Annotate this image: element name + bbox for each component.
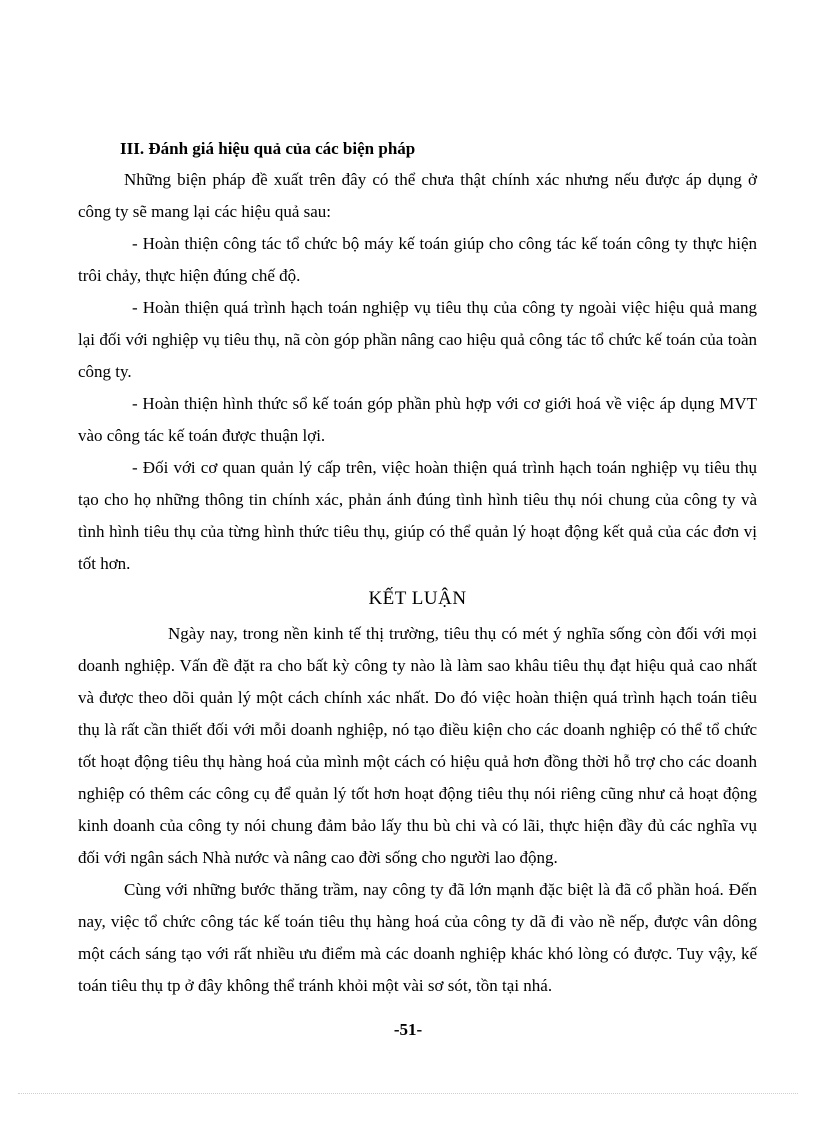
paragraph-conclusion-1: Ngày nay, trong nền kinh tế thị trường, tiêu thụ có mét ý nghĩa sống còn đối với mọi doanh nghiệp. Vấn đề đặt ra cho bất kỳ công ty nào là làm sao khâu tiêu thụ đạt hiệu quả cao nhất và được theo dõi quản lý một cách chính xác nhất. Do đó việc hoàn thiện quá trình hạch toán tiêu thụ là rất cần thiết đối với mỗi doanh nghiệp, nó tạo điều kiện cho các doanh nghiệp có thể tổ chức tốt hoạt động tiêu thụ hàng hoá của mình một cách có hiệu quả hơn đồng thời hỗ trợ cho các doanh nghiệp có thêm các công cụ để quản lý tốt hơn hoạt động tiêu thụ nói riêng cũng như cả hoạt động kinh doanh của công ty nói chung đảm bảo lấy thu bù chi và có lãi, thực hiện đầy đủ các nghĩa vụ đối với ngân sách Nhà nước và nâng cao đời sống cho người lao động. [78,624,757,867]
section-heading: III. Đánh giá hiệu quả của các biện pháp [120,139,416,158]
paragraph-bullet-3: - Hoàn thiện hình thức sổ kế toán góp phần phù hợp với cơ giới hoá về việc áp dụng MVT vào công tác kế toán được thuận lợi. [78,394,757,445]
conclusion-title: KẾT LUẬN [368,588,467,609]
paragraph-conclusion-2: Cùng với những bước thăng trầm, nay công ty đã lớn mạnh đặc biệt là đã cổ phần hoá. Đến nay, việc tổ chức công tác kế toán tiêu thụ hàng hoá của công ty dã đi vào nề nếp, được vân dông một cách sáng tạo với rất nhiều ưu điểm mà các doanh nghiệp khác khó lòng có được. Tuy vậy, kế toán tiêu thụ tp ở đây không thể tránh khỏi một vài sơ sót, tồn tại nhá. [78,880,757,995]
paragraph-bullet-1: - Hoàn thiện công tác tổ chức bộ máy kế toán giúp cho công tác kế toán công ty thực hiện trôi chảy, thực hiện đúng chế độ. [78,234,757,285]
paragraph-intro: Những biện pháp đề xuất trên đây có thể chưa thật chính xác nhưng nếu được áp dụng ở công ty sẽ mang lại các hiệu quả sau: [78,170,757,221]
paragraph-bullet-4: - Đối với cơ quan quản lý cấp trên, việc hoàn thiện quá trình hạch toán nghiệp vụ tiêu thụ tạo cho họ những thông tin chính xác, phản ánh đúng tình hình tiêu thụ nói chung của công ty và tình hình tiêu thụ của từng hình thức tiêu thụ, giúp có thể quản lý hoạt động kết quả của các đơn vị tốt hơn. [78,458,757,573]
paragraph-bullet-2: - Hoàn thiện quá trình hạch toán nghiệp vụ tiêu thụ của công ty ngoài việc hiệu quả mang lại đối với nghiệp vụ tiêu thụ, nã còn góp phần nâng cao hiệu quả công tác tổ chức kế toán của toàn công ty. [78,298,757,381]
footer-divider [18,1093,798,1094]
page-number: -51- [393,1020,423,1039]
page-content [78,133,757,1002]
